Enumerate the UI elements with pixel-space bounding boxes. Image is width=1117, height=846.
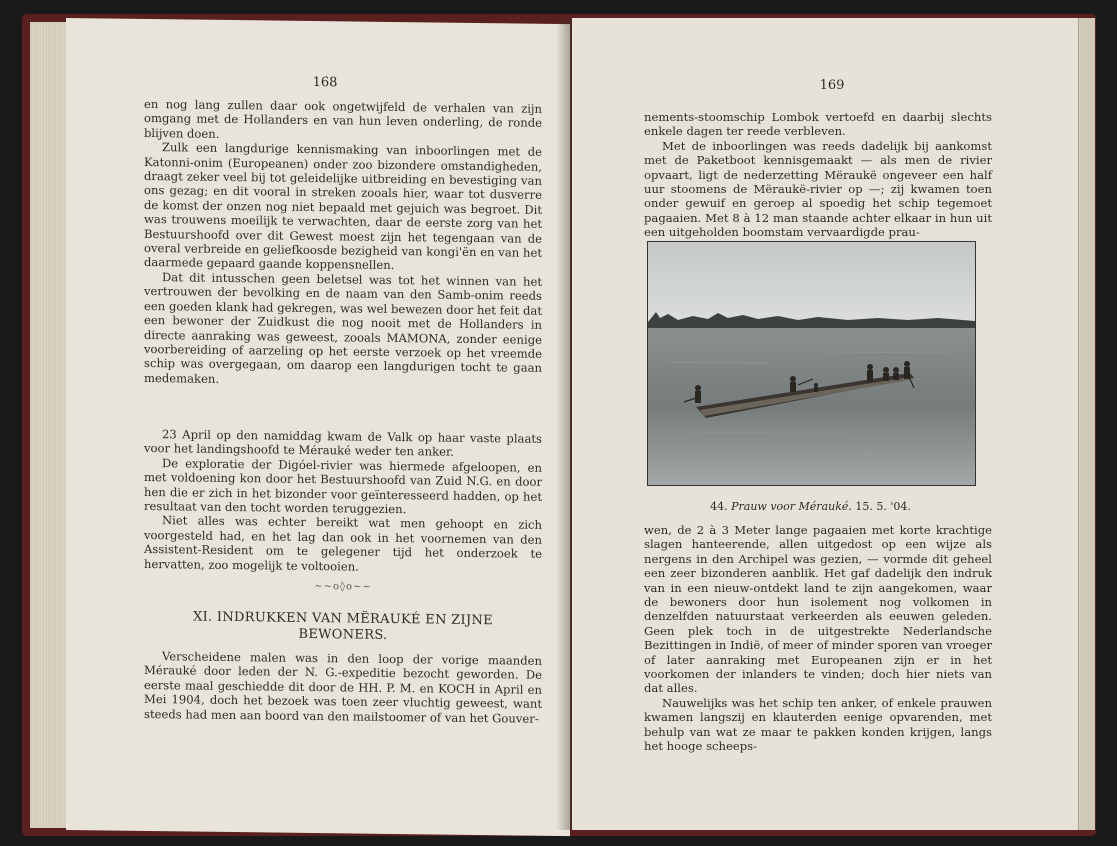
canoe-photo-illustration (648, 242, 975, 485)
right-text-block-2 (644, 523, 992, 754)
left-text-block-2 (144, 427, 542, 576)
paragraph: wen, de 2 à 3 Meter lange pagaaien met korte krachtige slagen hanteerende, allen uitgedost op een wijze als nergens in den Archipel was gezien, — vormde dit geheel een zeer bizonderen aanblik. Het gaf dadelijk den indruk van in een nieuw-ontdekt land te zijn aangekomen, waar de bewoners door hun isolement nog volkomen in denzelfden natuurstaat verkeerden als eeuwen geleden. Geen plek toch in de uitgestrekte Nederlandsche Bezittingen in Indië, of meer of minder sporen van vroeger of later aanraking met Europeanen zijn er in het voorkomen der inlanders te vinden; doch hier niets van dat alles. (644, 523, 992, 696)
paragraph: Verscheidene malen was in den loop der vorige maanden Mérauké door leden der N. G.-expeditie bezocht geworden. De eerste maal geschiedde dit door de HH. P. M. en KOCH in April en Mei 1904, doch het bezoek was toen zeer vluchtig geweest, want steeds had men aan boord van den mailstoomer of van het Gouver- (144, 649, 542, 726)
chapter-title-line-1: XI. INDRUKKEN VAN MËRAUKÉ EN ZIJNE (193, 609, 493, 629)
paragraph: Zulk een langdurige kennismaking van inboorlingen met de Katonni-onim (Europeanen) onder zoo bizondere omstandigheden, draagt zeker veel bij tot geleidelijke uitbreiding en bevestiging van ons gezag; en dit vooral in streken zooals hier, waar tot dusverre de komst der onzen nog niet bepaald met gejuich was begroet. Dit was trouwens moeilijk te verwachten, daar de eerste zorg van het Bestuurshoofd over dit Gewest moest zijn het tegengaan van de overal verbreide en geliefkoosde bezigheid van kongi'ën en van het daarmede gepaard gaande koppensnellen. (144, 140, 542, 273)
chapter-heading (144, 609, 542, 646)
photo-caption (647, 500, 974, 513)
page-number-left: 168 (312, 75, 338, 91)
paragraph: Niet alles was echter bereikt wat men gehoopt en zich voorgesteld had, en het lag dan ook in het voornemen van den Assistent-Resident om te gelegener tijd het onderzoek te hervatten, zoo mogelijk te voltooien. (144, 513, 542, 574)
paragraph: De exploratie der Digóel-rivier was hiermede afgeloopen, en met voldoening kon door het Bestuurshoofd van Zuid N.G. en door hen die er zich in het bizonder voor geïnteresseerd hadden, op het resultaat van den tocht worden teruggezien. (144, 455, 542, 517)
left-text-block-1 (144, 97, 542, 390)
caption-date: 15. 5. '04. (855, 500, 911, 513)
right-text-block-1 (644, 110, 992, 240)
right-page (572, 18, 1080, 830)
chapter-title-line-2: BEWONERS. (298, 626, 388, 643)
paragraph: Dat dit intusschen geen beletsel was tot het winnen van het vertrouwen der bevolking en de naam van den Samb-onim reeds een goeden klank had gekregen, was wel bewezen door het feit dat een bewoner der Zuidkust die nog nooit met de Hollanders in directe aanraking was geweest, zooals MAMONA, zonder eenige voorbereiding of aarzeling op het eerste verzoek op het vreemde schip was overgegaan, om daarop een langdurigen tocht te gaan medemaken. (144, 270, 542, 386)
paragraph: 23 April op den namiddag kwam de Valk op haar vaste plaats voor het landingshoofd te Mérauké weder ten anker. (144, 427, 542, 460)
left-text-block-3 (144, 649, 542, 726)
page-edges (30, 22, 69, 828)
caption-number: 44. (710, 500, 728, 513)
paragraph: nements-stoomschip Lombok vertoefd en daarbij slechts enkele dagen ter reede verbleven. (644, 110, 992, 139)
caption-title: Prauw voor Mérauké. (731, 500, 852, 513)
right-page-edges (1078, 18, 1095, 830)
paragraph: Met de inboorlingen was reeds dadelijk bij aankomst met de Paketboot kennisgemaakt — als men de rivier opvaart, ligt de nederzetting Mëraukë ongeveer een half uur stoomens de Mëraukë-rivier op —; zij kwamen toen onder gewuif en geroep al spoedig het schip tegemoet pagaaien. Met 8 à 12 man staande achter elkaar in hun uit een uitgeholden boomstam vervaardigde prau- (644, 138, 992, 240)
canoe-photograph (647, 241, 976, 486)
paragraph: Nauwelijks was het schip ten anker, of enkele prauwen kwamen langszij en klauterden eenige opvarenden, met behulp van wat ze maar te pakken konden krijgen, langs het hooge scheeps- (644, 695, 992, 754)
left-page (66, 18, 570, 836)
paragraph: en nog lang zullen daar ook ongetwijfeld de verhalen van zijn omgang met de Hollanders en van hun leven onderling, de ronde blijven doen. (144, 96, 542, 141)
page-number-right: 169 (819, 78, 845, 93)
section-ornament: ~~o◊o~~ (314, 581, 372, 593)
